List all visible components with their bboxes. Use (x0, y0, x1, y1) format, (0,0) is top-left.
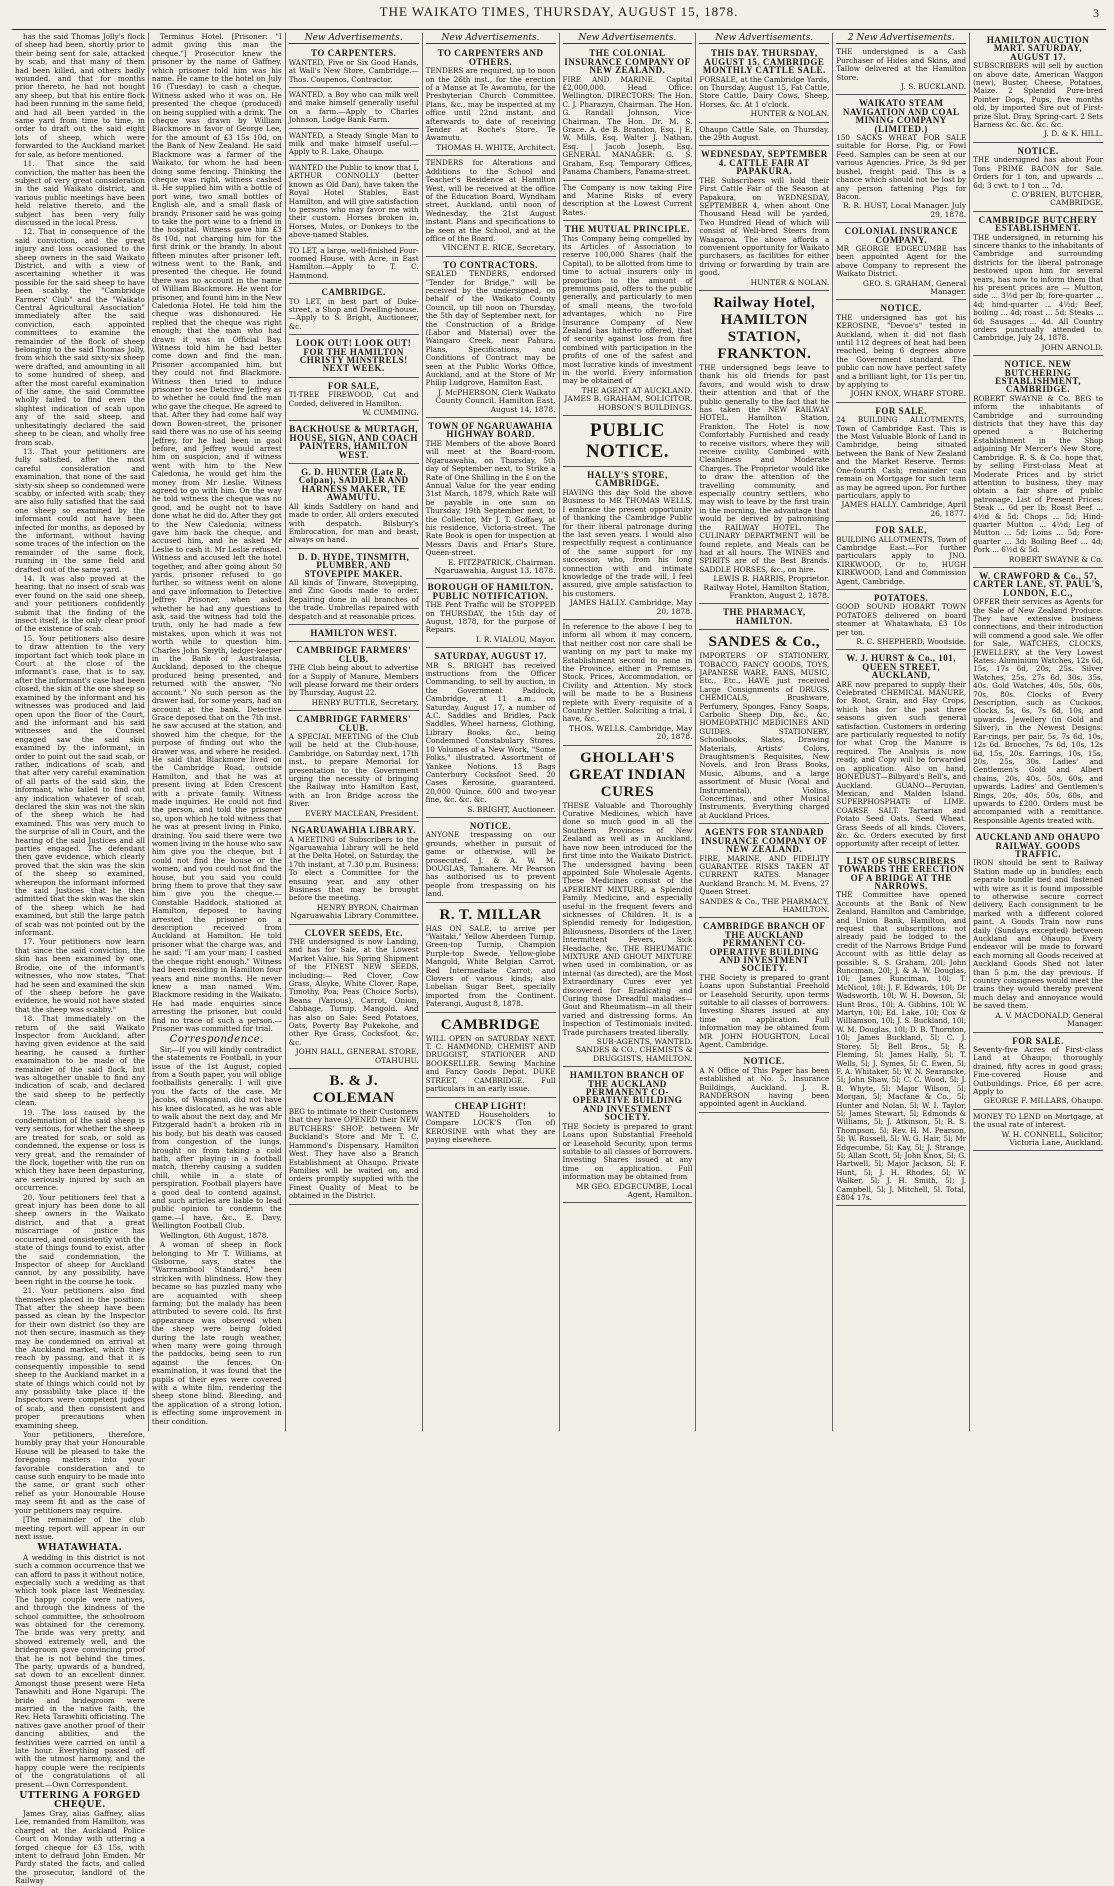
advertisement-heading: TO CARPENTERS. (311, 48, 397, 59)
advertisement-body: GOOD SOUND HOBART TOWN POTATOES delivered on board steamer at Whatawhata, £3 10s per ton. (836, 602, 967, 637)
advertisement-signature: R. R. HUST, Local Manager. July 29, 1878. (842, 201, 967, 219)
advertisement-heading: R. T. MILLAR (439, 906, 542, 923)
advertisement (426, 580, 556, 648)
column-6 (696, 33, 833, 1431)
advertisement (973, 1034, 1103, 1110)
advertisement-body: MONEY TO LEND on Mortgage, at the usual rate of interest. (973, 1111, 1103, 1130)
advertisement-body: BEG to intimate to their Customers that they have OPENED their NEW BUTCHERS' SHOP, between Mr Buckland's Store and Mr T. C. Hammond's Dispensary, Hamilton West. They have also a Branch Establishment at Ohaupo. Private Families will be waited on, and orders promptly supplied with the Finest Quality of Meat to be obtained in the District. (288, 1107, 419, 1201)
advertisement (426, 258, 556, 418)
advertisement-heading: FOR SALE, (327, 380, 380, 391)
advertisement (973, 144, 1103, 212)
masthead (12, 4, 1106, 30)
advertisement-signature: S. BRIGHT, Auctioneer. (467, 804, 556, 814)
article-paragraph: Your petitioners, therefore, humbly pray that your Honourable House will be pleased to take the foregoing matters into your favorable consideration and to cause such enquiry to be made into the same, or grant such other relief as your Honourable House may seem fit and as the case of your petitioners may require. (15, 1430, 145, 1515)
advertisement (699, 919, 829, 1053)
advertisement-body: WANTED the Public to know that I, ARTHUR CONNOLLY (better known as Old Dan), have taken the Royal Hotel Stables, East Hamilton, and will give satisfaction to persons who may favor me with their custom. Horses broken in. Horses, Mules, or Donkeys to the above-named Stables. (288, 162, 419, 240)
advertisement-signature: J. D. & K. HILL. (1044, 129, 1103, 139)
column-3 (286, 33, 423, 1431)
advertisement-heading: LOOK OUT! LOOK OUT! FOR THE HAMILTON CHRISTY MINSTRELS! NEXT WEEK. (296, 338, 412, 374)
advertisement-body: A N Office of This Paper has been established at No. 5, Insurance Buildings, Auckland. J. R. RANDERSON having been appointed agent in Auckland. (699, 1065, 830, 1109)
advertisement-body: In reference to the above I beg to inform all whom it may concern, that neither cost nor care shall be wanting on my part to make my Establishment second to none in the Province, either in Premises, Stock, Prices, Accommodation, or Civility and Attention. My stock will be made to be a Business replete with Every requisite of a Country Settler. Soliciting a trial, I have, &c., (562, 621, 693, 724)
advertisement (289, 162, 419, 244)
advertisement-signature: E. FITZPATRICK, Chairman. Ngaruawahia, August 13, 1878. (434, 557, 556, 575)
advertisement-signature: EVERY MACLEAN, President. (305, 808, 419, 818)
advertisement (699, 124, 829, 147)
advertisement-signature: W. H. CONNELL, Solicitor, Victoria Lane, Auckland. (1001, 1129, 1103, 1147)
advertisement-body: THE undersigned begs leave to thank his old friends for past favors, and would wish to draw their attention and that of the public generally to the fact that he has taken the NEW RAILWAY HOTEL, Hamilton Station, Frankton. The Hotel is now Comfortably Furnished and ready to receive visitors, where they will receive civility, Combined with Cleanliness and Moderate Charges. The Proprietor would like to draw the attention of the travelling community, and especially country settlers, who may wish to leave by the first train in the morning, the advantage that would be derived by patronising the RAILWAY HOTEL. The CULINARY DEPARTMENT will be found replete, and Meals can be had at all hours. The WINES and SPIRITS are of the Best Brands. SADDLE HORSES, &c., on hire. (699, 362, 830, 574)
advertisement (426, 1099, 556, 1149)
article-paragraph: 18. That immediately on the return of the said Waikato Inspector from Auckland, after having given evidence at the said hearing, he caused a further examination to be made of the remainder of the said flock, but was altogether unable to find any indication of scab, and declared the said sheep to be perfectly clean. (15, 1014, 145, 1108)
advertisement-heading: LIST OF SUBSCRIBERS TOWARDS THE ERECTION OF A BRIDGE AT THE NARROWS. (837, 855, 965, 891)
advertisement (289, 550, 419, 625)
article-paragraph: Sir,—If you will kindly contradict the statements re Football, in your issue of the 1st August, copied from a South paper, you will oblige footballists generally. I will give you the facts of the case. Mr Jacobs, of Wanganui, did not have his knee dislocated, as he was able to walk about the next day, and Mr Fitzgerald hadn't a broken rib in his body, but his death was caused from congestion of the lungs, brought on from taking a cold bath, after playing in a football match, thereby causing a sudden chill, while in a state of perspiration. Football players have a good deal to contend against, and such articles are liable to lead public opinion to condemn the game.—I have, &c., E. Davy, Wellington Football Club. (151, 1044, 282, 1231)
advertisement (289, 130, 419, 161)
article-paragraph: [The remainder of the club meeting report will appear in our next issue. (15, 1515, 145, 1541)
advertisement-heading: WEDNESDAY, SEPTEMBER 4. CATTLE FAIR AT PAPAKURA. (700, 149, 828, 177)
page-number: 3 (1093, 6, 1100, 20)
advertisement-heading: B. & J. COLEMAN (312, 1073, 395, 1107)
advertisement-body: THE Society is prepared to grant Loans upon Substantial Freehold or Leasehold Security, upon terms suitable to all classes of borrowers. Investing Shares issued at any time on application. Full information may be obtained from (562, 1121, 693, 1182)
advertisement-signature: THE AGENT AT AUCKLAND. JAMES B. GRAHAM, SOLICITOR, HOBSON'S BUILDINGS. (564, 385, 693, 412)
article-paragraph: Terminus Hotel. [Prisoner: "I admit giving this man the cheque."] Prosecutor knew the prisoner by the name of Gaffney, which prisoner told him was his name. He came to the hotel on July 16 (Tuesday) to cash a cheque. Witness asked who it was on. He presented the cheque (produced) on being supplied with a drink. The cheque was drawn by William Blackmore in favor of George Lee, for the amount of £3 15s 10d, on the Bank of New Zealand. He said Blackmore was a farmer of the Waikato, for whom he had been doing some fencing. Thinking the cheque was right, witness cashed it. He supplied him with a bottle of port wine, two small bottles of English ale, and a small flask of brandy. Prisoner said he was going to take the port wine to a friend in the hospital. Witness gave him £3 8s 10d, not charging him for the first drink or the brandy. In about fifteen minutes after prisoner left, witness went to the Bank, and presented the cheque. He found there was no account in the name of William Blackmore. He went for prisoner, and found him in the New Caledonia Hotel. He told him the cheque was dishonoured. He replied that the cheque was right enough; that the man who had drawn it was in Official Bay. Witness told him he had better come down and find the man. Prisoner accompanied him, but they could not find Blackmore. Witness then tried to induce prisoner to see Detective Jeffrey as to whether he could find the man who gave the cheque. He agreed to that. After they had come half way down Bowen-street, the prisoner said there was no use of his seeing Jeffrey, for he had been in gaol before, and Jeffrey would arrest him on suspicion, and if witness went with him to the New Caledonia, he would get him the money from Mr Leslie. Witness agreed to go with him. On the way he told witness the cheque was no good, and he ought not to have done what he did do. After they got to the New Caledonia, witness gave him back the cheque, and accused him, and he asked Mr Leslie to cash it. Mr Leslie refused. Witness and accused left the hotel together, and after going about 50 yards, prisoner refused to go further, so witness went on alone and gave information to Detective Jeffrey. Prisoner, when asked whether he had any questions to ask, said the witness had told the truth, only he had made a few mistakes, upon which it was not worth while to question him. Charles John Smyth, ledger-keeper in the Bank of Australasia, Auckland, deposed to the cheque produced being presented, and returned with the answer, "No account." No such person as the drawer had, for some years, had an account at the bank. Detective Grace deposed that on the 7th inst. he saw accused at the station, and showed him the cheque, for the purpose of finding out who the drawer was, and where he resided. He said that Blackmore lived on the Cambridge Road, outside Hamilton, and that he was at present living at Eden Crescent with a private family. Witness made inquiries. He could not find the person, and told the prisoner so, upon which he told witness that he was at present living in Pinko, draining. You said there were two women living in the house who saw him give you the cheque, but I could not find the house or the women, and you could not find the house, but you said you could bring them to prove that they saw him give you the cheque.—Constable Haddock, stationed at Hamilton, deposed to having arrested the prisoner on a description received from Auckland at Hamilton. He told prisoner what the charge was, and he said: "I am your man; I cashed the cheque right enough." Witness had been residing in Hamilton four years and nine months. He never knew a man named Wm. Blackmore residing in the Waikato. He had made enquiries since arresting the prisoner, but could find no trace of such a person.—Prisoner was committed for trial. (151, 32, 282, 1033)
advertisement-signature: HENRY BYRON, Chairman Ngaruawahia Library Committee. (290, 902, 419, 921)
advertisement-body: THESE Valuable and Thoroughly Curative Medicines, which have done so much good in all the Southern Provinces of New Zealand as well as in Auckland, have now been introduced for the first time into the Waikato District. The undersigned having been appointed Sole Wholesale Agents. These Medicines consist of the APERIENT MIXTURE, a Splendid Family Medicine, and especially useful in the frequent fevers and sicknesses of Children. It is a Splendid remedy for Indigestion, Biliousness, Disorders of the Liver, Intermittent Fevers, Sick Headache, &c. THE RHEUMATIC MIXTURE AND GHOUT MIXTURE when used in combination, or as internal (as directed), are the Most Extraordinary Cures ever yet discovered for Eradicating and Curing those Dreadful maladies—Gout and Rheumatism—in all their varied and distressing forms. An Inspection of Testimonials invited. Trade purchasers treated liberally. (562, 800, 693, 1037)
advertisement-heading: COLONIAL INSURANCE COMPANY. (844, 226, 958, 245)
column-4 (423, 33, 560, 1431)
advertisement-heading: THE PHARMACY, HAMILTON. (722, 607, 806, 626)
advertisement (836, 854, 966, 1207)
advertisement-signature: ROBERT SWAYNE & Co. (1008, 554, 1103, 564)
article-paragraph: 12. That in consequence of the said conviction, and the great injury and loss occasioned to the sheep owners in the said Waikato District, and with a view of ascertaining whether it was possible for the said sheep to have been scabby, the "Cambridge Farmers' Club" and the "Waikato Central Agricultural Association" immediately after the said conviction, each appointed committees to examine the remainder of the flock of sheep belonging to the said Thomas Jolly, from which the said sixty-six sheep were drafted, and amounting in all to some hundred of sheep, and after the most careful examination of the same, the said Committee wholly failed to find even the slightest indication of scab upon any of the said sheep, and unhesitatingly declared the said sheep to be clean, and wholly free from scab. (15, 227, 145, 447)
advertisement-body: TO LET, a large, well-finished Four-roomed House, with Acre, in East Hamilton.—Apply to T. C. Hammond. (288, 245, 419, 280)
columns (12, 32, 1106, 1886)
advertisement-body: THE Pent Traffic will be STOPPED on THURSDAY, the 15th day of August, 1878, for the purpose of Repairs. (425, 600, 556, 635)
advertisement (836, 301, 966, 402)
advertisement-heading: HAMILTON BRANCH OF THE AUCKLAND PERMANENT CO-OPERATIVE BUILDING AND INVESTMENT SOCIETY. (569, 1070, 685, 1123)
advertisement (836, 523, 966, 590)
advertisement (699, 1054, 829, 1112)
advertisement-heading: CAMBRIDGE. (321, 287, 386, 298)
advertisement (699, 631, 829, 824)
article-paragraph: 19. The loss caused by the condemnation of the said sheep is very serious, for whether the sheep are treated for scab, or sold as condemned, the expense or loss is very great, and the remainder of the flock, together with the run on which they have been depasturing, are seriously injured by such an occurrence. (15, 1107, 145, 1193)
advertisement-heading: CAMBRIDGE BRANCH OF THE AUCKLAND PERMANENT CO-OPERATIVE BUILDING AND INVESTMENT SOCIETY. (703, 921, 826, 974)
advertisement-heading: FOR SALE. (875, 405, 927, 416)
article-paragraph: has the said Thomas Jolly's flock of sheep had been, shortly prior to their being sent for sale, attacked by scab, and that many of them had been killed, and others badly wounded, and that for months prior thereto, he had not bought any sheep, but that his entire flock had been running in the same field, and had all been yarded in the same yard from time to time, in order to draft out the said eight lots of sheep, which were forwarded to the Auckland market for sale, as before mentioned. (15, 32, 145, 159)
advertisement-body: WANTED Householders to Compare LOCK'S (Ton of) KEROSINE with what they are paying elsewhere. (425, 1109, 556, 1145)
advertisement-heading: THE COLONIAL INSURANCE COMPANY OF NEW ZEALAND. (564, 48, 691, 76)
advertisement-signature: VINCENT E. RICE, Secretary. (442, 243, 556, 253)
advertisement (289, 89, 419, 129)
advertisement-body: THE undersigned, in returning his sincere thanks to the inhabitants of Cambridge and surrounding districts for the liberal patronage bestowed upon him for several years, has now to inform them that his present prices are — Mutton, side ... 3½d per lb; fore-quarter ... 4d; hind-quarter ... 4½d; Beef, boiling ... 4d; roast ... 5d; Steaks ... 6d; Sausages ... 4d. All Country orders punctually attended to. Cambridge, July 24, 1878. (973, 232, 1103, 343)
column-heading: New Advertisements. (289, 33, 419, 44)
advertisement-signature: C. O'BRIEN, BUTCHER, CAMBRIDGE. (1011, 189, 1103, 208)
advertisement (836, 96, 966, 223)
advertisement (563, 621, 693, 746)
column-heading: New Advertisements. (699, 33, 829, 44)
advertisement-body: BUILDING ALLOTMENTS, Town of Cambridge East.—For further particulars apply to JNO. KIRKWOOD, Or to, HUGH KIRKWOOD, Land and Commission Agent, Cambridge. (836, 534, 967, 586)
advertisement (973, 569, 1103, 829)
advertisement-signature: HUNTER & NOLAN. (750, 277, 830, 287)
advertisement-signature: HENRY BUTTLE, Secretary. (311, 697, 419, 707)
advertisement-body: Ohaupo Cattle Sale, on Thursday, the 29th August. (699, 124, 830, 143)
advertisement-signature: JOHN HALL, GENERAL STORE, OTAHUHU. (295, 1047, 419, 1065)
advertisement-body: IRON should be sent to Railway Station made up in bundles; each separate bundle tied and fastened with wire as it is found impossible to otherwise secure correct delivery. Each consignment to be marked with a different colored paint. A Goods Train now runs daily (Sundays excepted) between Auckland and Ohaupo. Every endeavor will be made to forward each morning all Goods received at Auckland Goods Shed not later than 5 p.m. the day previous. If country consignees would meet the trains they would thereby prevent much delay and annoyance would be saved them. (973, 858, 1103, 1011)
advertisement (973, 1111, 1103, 1152)
advertisement (836, 651, 966, 852)
column-2 (149, 33, 286, 1431)
advertisement-heading: NOTICE. (1017, 145, 1059, 156)
advertisement-heading: SATURDAY, AUGUST 17. (434, 651, 547, 662)
article-paragraph: 15. Your petitioners also desire to draw attention to the very important fact which took place in Court at the close of the informant's case, that is to say, after the informant's case had been closed, the skin of the one sheep so examined by the informant and his witnesses was produced and laid open upon the floor of the Court, and the informant and his said witnesses and the Counsel engaged saw the said skin examined by the informant, in order to point out the said scab, or rather, indications of scab, and that after very careful examination of all parts of the said skin, the informant, who failed to find out any indication whatever of scab, declared the skin was not the skin of the sheep which he had examined. This was very much to the surprise of all in Court, and the hearing of the said Justices and all parties engaged. The defendant then gave evidence, which clearly proved that the skin was the skin of the sheep so examined, whereupon the informant informed the said Justices that he then admitted that the skin was the skin of the sheep which he had examined, but still the large patch of scab was not pointed out by the informant. (15, 633, 145, 938)
advertisement-signature: J. S. BUCKLAND. (901, 82, 967, 92)
advertisement (563, 182, 693, 222)
section-heading: Correspondence. (169, 1034, 264, 1046)
advertisement-signature: A. V. MACDONALD, General Manager. (995, 1010, 1103, 1029)
advertisement-body: FIRE AND MARINE. Capital £2,000,000. Head Office: Wellington. DIRECTORS: The Hon. C. J. Pharazyn, Chairman. The Hon. G. Randall Johnson, Vice-Chairman. The Hon. Dr. M. S. Grace. A. de B. Brandon, Esq. | E. W. Mills, Esq. Walter J. Nathan, Esq. | Jacob Joseph, Esq. GENERAL MANAGER: G. S. Graham, Esq. Temporary Offices, Panama Chambers, Panama-street. (562, 74, 693, 177)
advertisement-signature: JAMES HALLY. Cambridge, May 20, 1878. (569, 598, 693, 616)
advertisement (563, 417, 693, 467)
advertisement-signature: MR GEO. EDGECUMBE, Local Agent, Hamilton. (575, 1181, 693, 1199)
advertisement (289, 926, 419, 1070)
advertisement-body: HAVING this day Sold the above Business to MR THOMAS WELLS, I embrace the present opportunity of thanking the Cambridge Public for their liberal patronage during the last seven years. I would also respectfully request a continuance of the same support for my successor, who, from his long connection with and intimate knowledge of the trade will, I feel assured, give ample satisfaction to his customers. (562, 487, 693, 598)
advertisement-heading: CHEAP LIGHT! (454, 1100, 527, 1111)
advertisement-heading: TO CARPENTERS AND OTHERS. (437, 48, 544, 67)
advertisement-heading: W. CRAWFORD & Co., 57, CARTER LANE, ST. PAUL'S, LONDON, E.C., (973, 570, 1103, 598)
advertisement-heading: WAIKATO STEAM NAVIGATION AND COAL MINING COMPANY (LIMITED.) (842, 98, 960, 134)
advertisement (426, 46, 556, 156)
advertisement-heading: POTATOES. (874, 592, 929, 603)
column-8 (970, 33, 1106, 1431)
advertisement-heading: G. D. HUNTER (Late R. Colpan), SADDLER AND HARNESS MAKER, TE AWAMUTU. (298, 467, 409, 503)
advertisement-heading: Railway Hotel, HAMILTON STATION, FRANKTON. (713, 294, 816, 362)
advertisement-body: TENDERS are required, up to noon on the 26th inst., for the erection of a Manse at Te Awamutu, for the Presbyterian Church Committee. Plans, &c., may be inspected at my office until 22nd instant, and afterwards to date of receiving Tender at Roche's Store, Te Awamutu. (425, 66, 556, 143)
advertisement-heading: NOTICE. NEW BUTCHERING ESTABLISHMENT, CAMBRIDGE. (995, 359, 1082, 395)
advertisement-heading: FOR SALE, (875, 525, 927, 536)
advertisement-body: All kinds Saddlery on hand and made to order. All orders executed with despatch. Bilsbury's Embrocation, for man and beast, always on hand. (288, 501, 419, 545)
advertisement-signature: SANDES & Co., THE PHARMACY, HAMILTON. (699, 896, 830, 914)
advertisement (289, 422, 419, 464)
advertisement (289, 712, 419, 822)
article-paragraph: A wedding in this district is not such a common occurrence that we can afford to pass it without notice, especially such a wedding as that which took place last Wednesday. The happy couple were natives, and through the kindness of the school committee, the schoolroom was obtained for the ceremony. The bride was very pretty, and showed extremely well, and the bridegroom gave convincing proof that he is not behind the times. The party, upwards of a hundred, sat down to an excellent dinner. Amongst those present were Heta Tanawhiti and Hone Ngarupi. The bride and bridegroom were married in the native faith, the Rev. Heta Tarawhiti officiating. The natives gave another proof of their dancing abilities, and the festivities were carried on until a late hour. Everything passed off with the utmost harmony, and the happy couple were the recipients of the congratulations of all present.—Own Correspondent. (15, 1552, 145, 1789)
advertisement (289, 823, 419, 924)
advertisement-signature: SUB-AGENTS, WANTED. SANDES & CO., CHEMISTS & DRUGGISTS, HAMILTON. (575, 1037, 693, 1063)
advertisement (289, 1070, 419, 1204)
column-1 (12, 32, 149, 1886)
article-paragraph: James Gray, alias Gaffney, alias Lee, remanded from Hamilton, was charged at the Auckland Police Court on Monday with uttering a forged cheque for £3 15s, with intent to defraud John Emden. Mr Pardy stated the facts, and called the prosecutor, landlord of the Railway (15, 1808, 145, 1886)
article-paragraph: 17. Your petitioners now learn that since the said conviction, the skin has been examined by one, Brodie, one of the informant's witnesses, who now states, "That had he seen and examined the skin of the sheep before he gave evidence, he would not have stated that the sheep was scabby." (15, 937, 145, 1014)
advertisement-body: THE undersigned is now Landing, and has for Sale, at the Lowest Market Value, his Spring Shipment of the FINEST NEW SEEDS, including:— Red Clover, Cow Grass, Alsyke, White Clover, Rape, Timothy, Poa; Peas (Choice Sorts), Beans (Various), Carrot, Onion, Cabbage, Turnip, Mangold. And has also on Sale: Seed Potatoes, Oats, Poverty Bay Pukekohe, and other Rye Grass, Cocksfoot, &c. &c. (288, 936, 419, 1047)
advertisement-signature: JAMES HALLY. Cambridge, April 26, 1877. (841, 500, 967, 518)
advertisement-body: THE Club being about to advertise for a Supply of Manure, Members will please forward me their orders by Thursday, August 22. (288, 663, 419, 698)
advertisement-heading: CAMBRIDGE FARMERS' CLUB. (296, 645, 411, 664)
advertisement-heading: NOTICE. (469, 820, 512, 831)
advertisement-heading: BOROUGH OF HAMILTON. PUBLIC NOTIFICATION. (427, 582, 554, 601)
advertisement-heading: THE MUTUAL PRINCIPLE. (564, 224, 691, 235)
advertisement-signature: THOS. WELLS. Cambridge, May 20, 1878. (568, 723, 693, 742)
advertisement-body: THE Committee have opened Accounts at the Bank of New Zealand, Hamilton and Cambridge, and Union Bank, Hamilton, and request that subscriptions not already paid be lodged to the credit of the Narrows Bridge Fund Account with as little delay as possible: S. S. Graham, 20l; John Runciman, 20l; J. & A. W. Douglas, 10l; James Runciman, 10l; T. McNicol, 10l; J. F. Edwards, 10l; Dr Wadsworth, 10l; W. H. Dowson, 5l; Hunt Bros., 10l; A. Gibbins, 10l; W. Martyn, 10l; Ed. Lake, 10l; Cox & Williamson, 10l; J. S. Buckland, 10l; W. M. Douglas, 10l; D. B. Thornton, 10l; James Buckland, 5l; C. J. Storey, 5l; Bell Bros., 5l; R. Fleming, 5l; James Hally, 5l; T. Wells, 5l; J. Symes, 5l; C. Ewen, 5l; F. A. Whitaker, 5l; W. N. Searancke, 5l; John Shaw, 5l; C. C. Wood, 5l; J. B. Whyte, 5l; Major Wilson, 5l; Morgan, 5l; Macfane & Co., 5l; Hunter and Nolan, 5l; W. I. Taylor, 5l; James Stewart, 5l; Edmonds & Williams, 5l; J. Atkinson, 5l; R. S. Thompson, 5l; Rev. H. M. Pearson, 5l; W. Russell, 5l; W. G. Hair, 5l; Mr Edgecumbe, 5l; Kay, 5l; J. Strange, 5l; Allan Scott, 5l; John Knox, 5l; G. Hartwell, 5l; Major Jackson, 5l; F. Hunt, 5l; J. H. Rhodes, 5l; W. Walker, 5l; J. H. Smith, 5l; J. Campbell, 5l; J. Mitchell, 5l. Total, £804 17s. (836, 890, 967, 1202)
advertisement-signature: HUNTER & NOLAN. (750, 109, 830, 119)
advertisement-body: WANTED, Five or Six Good Hands, at Wall's New Store, Cambridge.—Thos. Coupenos, Contractor. (288, 57, 419, 84)
advertisement-heading: SANDES & Co., (708, 634, 821, 651)
advertisement-signature: J. McPHERSON, Clerk Waikato County Council. Hamilton East, August 14, 1878. (435, 387, 556, 414)
advertisement-heading: NOTICE. (880, 303, 922, 314)
advertisement (426, 819, 556, 903)
advertisement-body: THE Subscribers will hold their First Cattle Fair of the Season at Papakura, on WEDNESDAY, SEPTEMBER 4, when about One Thousand Head will be yarded, Two Hundred Head of which will consist of Well-bred Steers from Waagaroa. The above affords a convenient opportunity for Waikato purchasers, as facilities for either driving or forwarding by train are good. (699, 175, 830, 278)
advertisement (289, 336, 419, 378)
advertisement-heading: D. D. HYDE, TINSMITH, PLUMBER, AND STOVEPIPE MAKER. (298, 551, 410, 579)
advertisement (699, 46, 829, 122)
advertisement-body: SEALED TENDERS, endorsed "Tender for Bridge," will be received by the undersigned, on behalf of the Waikato County Council, up till noon on Thursday, the 5th day of September next, for the Construction of a Bridge (Labor and Material) over the Waingaro Creek, near Pahura. Plans, Specifications, and Conditions of Contract may be seen at the Public Works Office, Auckland, and at the Store of Mr Philip Ludgrove, Hamilton East. (425, 269, 556, 388)
advertisement (289, 245, 419, 285)
advertisement-body: ARE now prepared to supply their Celebrated CHEMICAL MANURE, for Root, Grain, and Hay Crops, which has for the past three seasons given such general satisfaction. Customers in ordering are particularly requested to notify for what Crop the Manure is required. The Analysis is now ready, and Copy will be forwarded on application. Also on hand, BONEDUST—Bilbyard's Bell's, and Auckland. GUANO—Peruvian, Mexican, and Malden Island. SUPERPHOSPHATE of LIME. COARSE SALT. Tartarian and Potato Seed Oats. Seed Wheat. Grass Seeds of all kinds. Clovers, &c. &c. Orders executed by first opportunity after receipt of letter. (836, 679, 967, 849)
advertisement-body: SUBSCRIBERS will sell by auction on above date, American Waggon (new), Buster, Cheese, Potatoes, Maize. 2 Splendid Pure-bred Pointer Dogs, Pups, five months old, by imported Sire out of First-prize Slut. Dray, Spring-cart. 2 Sets Harness &c. &c. &c. &c. (973, 61, 1103, 130)
advertisement (699, 605, 829, 630)
advertisement (563, 747, 693, 1068)
advertisement-heading: GHOLLAH'S GREAT INDIAN CURES (569, 749, 686, 800)
advertisement (289, 465, 419, 549)
column-heading: New Advertisements. (563, 33, 693, 44)
advertisement-body: MR GEORGE EDGECUMBE has been appointed Agent for the above Company to represent the Waikato District. (836, 243, 967, 279)
advertisement-heading: BACKHOUSE & MURTAGH, HOUSE, SIGN, AND COACH PAINTERS, HAMILTON WEST. (289, 424, 419, 460)
advertisement (563, 1068, 693, 1203)
advertisement (563, 222, 693, 416)
advertisement-body: The Company is now taking Fire and Marine Risks of every description at the Lowest Current Rates. (562, 182, 693, 217)
advertisement-heading: NGARUAWAHIA LIBRARY. (291, 825, 416, 836)
advertisement (289, 626, 419, 642)
advertisement (836, 46, 966, 95)
advertisement (426, 419, 556, 579)
section-heading: WHATAWHATA. (37, 1543, 123, 1554)
advertisement-body: FIRE, MARINE, AND FIDELITY GUARANTEE RISKS TAKEN AT CURRENT RATES. Manager Auckland Branch: M. M. Evens, 27 Queen Street. (699, 853, 830, 897)
advertisement-heading: W. J. HURST & Co., 101, QUEEN STREET, AUCKLAND, (846, 653, 956, 681)
advertisement-heading: CAMBRIDGE FARMERS' CLUB. (296, 714, 411, 733)
advertisement-body: THE Society is prepared to grant Loans upon Substantial Freehold or Leasehold Security, upon terms suitable to all classes of borrowers. Investing Shares issued at any time on application. Full information may be obtained from MR JOHN HOUGHTON, Local Agent, Cambridge. (699, 972, 830, 1050)
article-paragraph: 13. That your petitioners are fully satisfied, after the most careful consideration and examination, that none of the said sixty-six sheep so condemned were scabby, or infected with scab; they are also fully satisfied that the said one sheep so examined by the informant could not have been infected for months, as deposed by the informant, without having some traces of the infection on the remainder of the same flock, running in the same field and drafted out of the same yard. (15, 446, 145, 574)
advertisement-body: MR S. BRIGHT has received instructions from the Officer Commanding, to sell by auction, in the Government Paddock, Cambridge, at 11 a.m., on Saturday, August 17, a number of A.C. Saddles and Bridles, Pack Saddles, Wheel harness, Clothing, Library Books, &c., being Condemned Constabulary Stores. 10 Volumes of a New Work, "Some Folks," illustrated. Assortment of Yankee Notions. 13 Bags Canterbury Cocksfoot Seed. 20 Cases Kerosine, guaranteed. 20,000 Quince, 600 and two-year fine, &c. &c. &c. (425, 660, 556, 805)
advertisement (836, 591, 966, 650)
advertisement (699, 825, 829, 918)
advertisement-body: OFFER their services as Agents for the Sale of New Zealand Produce. They have extensive business connections, and their introduction will commend a good sale. We offer for Sale, WATCHES, CLOCKS, JEWELLERY, at the Very Lowest Rates: Aluminium Watches, 12s 6d, 15s, 17s 6d, 20s, 25s. Silver Watches, 25s, 27s 6d, 30s, 35s, 40s. Gold Watches, 40s, 50s, 60s, 70s, 80s. Clocks of Every Description, such as Cuckoos, Clocks, 5s, 6s, 7s 6d, 10s, and upwards. Jewellery (in Gold and Silver), in the Newest Designs: Ear-rings, per pair, 5s, 7s 6d, 10s, 12s 6d. Brooches, 7s 6d, 10s, 12s 6d, 15s, 20s. Earrings, 10s, 15s, 20s, 25s, 30s. Ladies' and Gentlemen's Gold and Albert chains, 20s, 40s, 50s, 60s, and upwards. Ladies' and Gentlemen's Rings, 20s, 40s, 50s, 60s, and upwards to £200. Orders must be accompanied with a remittance. Responsible Agents treated with. (973, 597, 1103, 825)
article-paragraph: 11. That since the said conviction, the matter has been the subject of very great consideration in the said Waikato district, and various public meetings have been held relative thereto, and the subject has been very fully discussed in the local Press. (15, 159, 145, 227)
advertisement-body: 24 BUILDING ALLOTMENTS, Town of Cambridge East. This is the Most Valuable Block of Land in Cambridge, being situated between the Bank of New Zealand and the Market Reserve. Terms: One-fourth Cash; remainder can remain on Mortgage for such term as may be agreed upon. For further particulars, apply to (836, 415, 967, 500)
advertisement (699, 292, 829, 604)
advertisement-heading: HALLY'S STORE, CAMBRIDGE. (587, 470, 668, 489)
advertisement-heading: AUCKLAND AND OHAUPO RAILWAY. GOODS TRAFFIC. (975, 832, 1101, 859)
advertisement-heading: TO CONTRACTORS. (443, 259, 538, 270)
article-paragraph: 14. It was also proved at the hearing, that no insect of scab was ever found on the said one sheep, and your petitioners confidently submit that the finding of the insect itself, is the only clear proof of the existence of scab. (15, 574, 145, 634)
article-paragraph: Wellington, 6th August, 1878. (159, 1230, 269, 1240)
advertisement-body: A SPECIAL MEETING of the Club will be held at the Club-house, Cambridge, on Saturday next, 17th inst., to prepare Memorial for presentation to the Government urging the necessity of bringing the Railway into Hamilton East, with an Iron Bridge across the River. (288, 732, 419, 809)
advertisement-body: ANYONE trespassing on our grounds, whether in pursuit of game or otherwise, will be prosecuted. J. & A. W. M. DOUGLAS, Tamahere. Mr Pearson has authorised us to prevent people from trespassing on his land. (425, 830, 556, 899)
advertisement-signature: JOHN ARNOLD. (1041, 342, 1103, 352)
advertisement-body: IMPORTERS OF STATIONERY, TOBACCO, FANCY GOODS, TOYS, JAPANESE WARE, FANS, MUSIC, Etc., Etc., HAVE just received Large Consignments of DRUGS, CHEMICALS, Brushware, Perfumery, Sponges, Fancy Soaps, Carbolic Sheep Dip, &c., &c. HOMEOPATHIC MEDICINES AND GUIDES. STATIONERY, Schoolbooks, Slates, Drawing Materials, Artists' Colors, Draughtsmen's Requisites, New Novels, and Iron Brass Books, Music, Albums, and a large assortment of Music (Vocal and Instrumental), Violins, Concertinas, and other Musical Instruments. Everything charged at Auckland Prices. (699, 651, 830, 820)
advertisement-heading: FOR SALE. (1012, 1035, 1064, 1046)
advertisement-body: TO LET, in best part of Duke-street, a Shop and Dwelling-house.—Apply to S. Bright, Auctioneer, &c. (288, 296, 419, 331)
advertisement-body: TENDERS for Alterations and Additions to the School and Teacher's Residence at Hamilton West, will be received at the office of the Education Board, Wyndham street, Auckland, until noon of Wednesday, the 21st August instant. Plans and specifications to be seen at the School, and at the office of the Board. (425, 158, 556, 243)
article-paragraph: A woman of sheep in flock belonging to Mr T. Williams, at Gisborne, says, states the "Warrnambool Standard," been stricken with blindness. How they became so has puzzled many who are acquainted with sheep farming; but the malady has been attributed to severe cold. Its first appearance was observed when the sheep were being folded during the late rough weather, when many were going through the paddocks, being seen to run against the fences. On examination, it was found that the pupils of their eyes were covered with a white film, rendering the sheep stone blind. Bleeding, and the application of a strong lotion, is effecting some improvement in their condition. (151, 1240, 282, 1426)
advertisement-body: THE undersigned has got his KEROSINE, "Devoe's" tested in Auckland, when it did not flash until 112 degrees of heat had been reached, being 6 degrees above the Government standard. The public can now have perfect safety and a brilliant light, for 11s per tin, by applying to (836, 312, 967, 390)
advertisement-body: 150 SACKS WHEAT FOR SALE suitable for Horse, Pig, or Fowl Feed. Samples can be seen at our various Agencies. Price, 3s 9d per bushel, freight paid. This is a chance which should not be lost by any person fattening Pigs for Bacon. (836, 133, 967, 201)
advertisement (836, 404, 966, 522)
advertisement (289, 285, 419, 335)
masthead-title: THE WAIKATO TIMES, THURSDAY, AUGUST 15, 1878. (379, 4, 739, 19)
advertisement-body: WANTED, a Boy who can milk well and make himself generally useful on a farm.—Apply to Charles Johnson, Lodge Bank Farm. (288, 90, 419, 125)
advertisement (426, 649, 556, 818)
column-7 (833, 33, 970, 1431)
advertisement-body: THE Members of the above Board will meet at the Board-room, Ngaruawahia, on Thursday, 5th day of September next, to Strike a Rate of One Shilling in the £ on the Annual Value for the year ending 31st March, 1879, which Rate will be payable in one sum on Thursday, 19th September next, to the Collector, Mr J. T. Goffaey, at his residence, Victoria-street. The Rate Book is open for inspection at Messrs Davis and Friar's Store, Queen-street. (425, 438, 556, 558)
advertisement (563, 468, 693, 620)
advertisement (426, 1014, 556, 1098)
advertisement (973, 213, 1103, 357)
advertisement-body: FORSALE, at the Cambridge Yards, on Thursday, August 15, Fat Cattle, Store Cattle, Dairy Cows, Sheep, Horses, &c. At 1 o'clock. (699, 74, 830, 109)
advertisement-heading: AGENTS FOR STANDARD INSURANCE COMPANY OF NEW ZEALAND. (701, 827, 828, 855)
advertisement-body: WANTED, a Steady Single Man to milk and make himself useful.—Apply to R. Lake, Ohaupo. (288, 130, 419, 157)
article-paragraph: 20. Your petitioners feel that a great injury has been done to all sheep owners in the Waikato district, and that a great miscarriage of justice has occurred, and consistently with the state of things found to exist, after the said condemnation, the Inspector of sheep for Auckland cannot, by any possibility, have been right in the course he took. (15, 1192, 145, 1286)
advertisement (973, 33, 1103, 143)
advertisement (836, 224, 966, 300)
advertisement-signature: I. R. VIALOU, Mayor. (475, 634, 556, 644)
advertisement-body: A MEETING of Subscribers to the Ngaruawahia Library will be held at the Delta Hotel, on Saturday, the 17th instant, at 7.30 p.m. Business: To elect a Committee for the ensuing year, and any other Business that may be brought before the meeting. (288, 834, 419, 903)
article-paragraph: 21. Your petitioners also find themselves placed in the position: That after the sheep have been passed as clean by the Inspector for their own district (so they are not then secure, inasmuch as they may be condemned on arrival at the Auckland market, which they reach by passing, and that it is consequently impossible to send sheep to the Auckland market in a state of things which could not by any possibility take place if the Inspectors were competent judges of scab, and then consistent and proper precautions when examining sheep. (15, 1286, 145, 1430)
advertisement-heading: CAMBRIDGE (440, 1016, 541, 1033)
advertisement (289, 46, 419, 88)
column-heading: New Advertisements. (426, 33, 556, 44)
advertisement-heading: CAMBRIDGE BUTCHERY ESTABLISHMENT. (978, 214, 1098, 234)
advertisement-body: Seventy-five Acres of First-class Land at Ohaupo; thoroughly drained, fifty acres in good grass; Fine-covered House and Outbuildings. Price, £6 per acre. Apply to (973, 1044, 1103, 1096)
advertisement-signature: W. CUMMING. (362, 408, 419, 418)
column-5 (560, 33, 697, 1431)
advertisement-body: WILL OPEN on SATURDAY NEXT. T. C. HAMMOND, CHEMIST AND DRUGGIST, STATIONER AND BOOKSELLER. Sewing Machine and Fancy Goods Depot. DUKE STREET, CAMBRIDGE. Full particulars in an early issue. (425, 1033, 556, 1094)
advertisement-body: ROBERT SWAYNE & Co. BEG to inform the inhabitants of Cambridge and surrounding districts that they have this day opened a Butchering Establishment in the Shop adjoining Mr Mercer's New Store, Cambridge. R. S. & Co. hope that, by selling First-class Meat at Moderate Prices and by strict attention to business, they may obtain a fair share of public patronage. List of Present Prices: Steak ... 6d per lb; Roast Beef ... 4½d & 5d; Chops ... 5d; Hind-quarter Mutton ... 4½d; Leg of Mutton ... 5d; Loins ... 5d; Fore-quarter ... 3d; Boiling Beef ... 4d; Pork ... 6½d & 5d. (973, 393, 1103, 555)
column-heading: 2 New Advertisements. (836, 33, 966, 44)
advertisement-body: HAS ON SALE, to arrive per "Waitaki," Yellow Aberdeen Turnip, Green-top Turnip, Champion Purple-top Swede, Yellow-globe Mangold, White Belgian Carrot, Red Intermediate Carrot, and Clovers of various kinds; also Lobelian Sugar Beet, specially imported from the Continent. Paterangi, August 8, 1878. (425, 923, 556, 1009)
advertisement-body: THE undersigned is a Cash Purchaser of Hides and Skins, and Tallow delivered at the Hamilton Store. (836, 47, 967, 82)
advertisement-heading: TOWN OF NGARUAWAHIA HIGHWAY BOARD. (428, 421, 553, 440)
advertisement-signature: GEORGE F. MILLARS, Ohaupo. (983, 1096, 1103, 1106)
advertisement-signature: R. C. SHEPHERD, Woodside. (856, 637, 967, 646)
advertisement-signature: GEO. S. GRAHAM, General Manager. (862, 278, 967, 296)
advertisement-signature: JOHN KNOX, WHARF STORE. (850, 389, 967, 399)
advertisement (973, 830, 1103, 1032)
advertisement (289, 643, 419, 711)
advertisement-body: TI-TREE FIREWOOD, Cut and Corded, delivered in Hamilton. (288, 390, 419, 408)
advertisement-body: All kinds of Tinware, Stovepiping, and Zinc Goods made to order. Repairing done in all branches of the trade. Umbrellas repaired with despatch and at reasonable prices. (288, 577, 419, 621)
advertisement-body: THE undersigned has about Four Tons PRIME BACON for Sale. Orders for 1 ton, and upwards ... 6d; 3 cwt. to 1 ton ... 7d. (973, 155, 1103, 190)
advertisement (426, 157, 556, 256)
advertisement (563, 46, 693, 180)
advertisement-heading: CLOVER SEEDS, Etc. (304, 927, 403, 938)
advertisement-body: This Company being compelled by its Articles of Association to reserve 100,000 Shares (half the Capital), to be allotted from time to time to actual insurers only in proportion to the amount of premiums paid, offers to the public generally, and particularly to men of small means, the two-fold advantages, which no Fire Insurance Company of New Zealand has hitherto offered, that of security against loss from fire combined with participation in the profits of one of the safest and most lucrative kinds of investment in the world. Every information may be obtained of (562, 233, 693, 386)
advertisement-heading: NOTICE. (743, 1056, 785, 1067)
advertisement-heading: THIS DAY. THURSDAY, AUGUST 15. CAMBRIDGE MONTHLY CATTLE SALE. (702, 48, 826, 76)
advertisement-heading: HAMILTON WEST. (310, 627, 398, 638)
advertisement-heading: HAMILTON AUCTION MART. SATURDAY, AUGUST 17. (986, 35, 1090, 62)
section-heading: UTTERING A FORGED CHEQUE. (19, 1791, 141, 1810)
advertisement-signature: THOMAS H. WHITE, Architect. (435, 142, 556, 152)
advertisement (699, 147, 829, 291)
advertisement (973, 357, 1103, 568)
advertisement-signature: LEWIS B. HARRIS, Proprietor. Railway Hotel, Hamilton Station, Frankton, August 2, 1878. (703, 574, 830, 600)
advertisement (289, 379, 419, 422)
advertisement-heading: PUBLIC NOTICE. (585, 420, 670, 463)
advertisement (426, 904, 556, 1013)
